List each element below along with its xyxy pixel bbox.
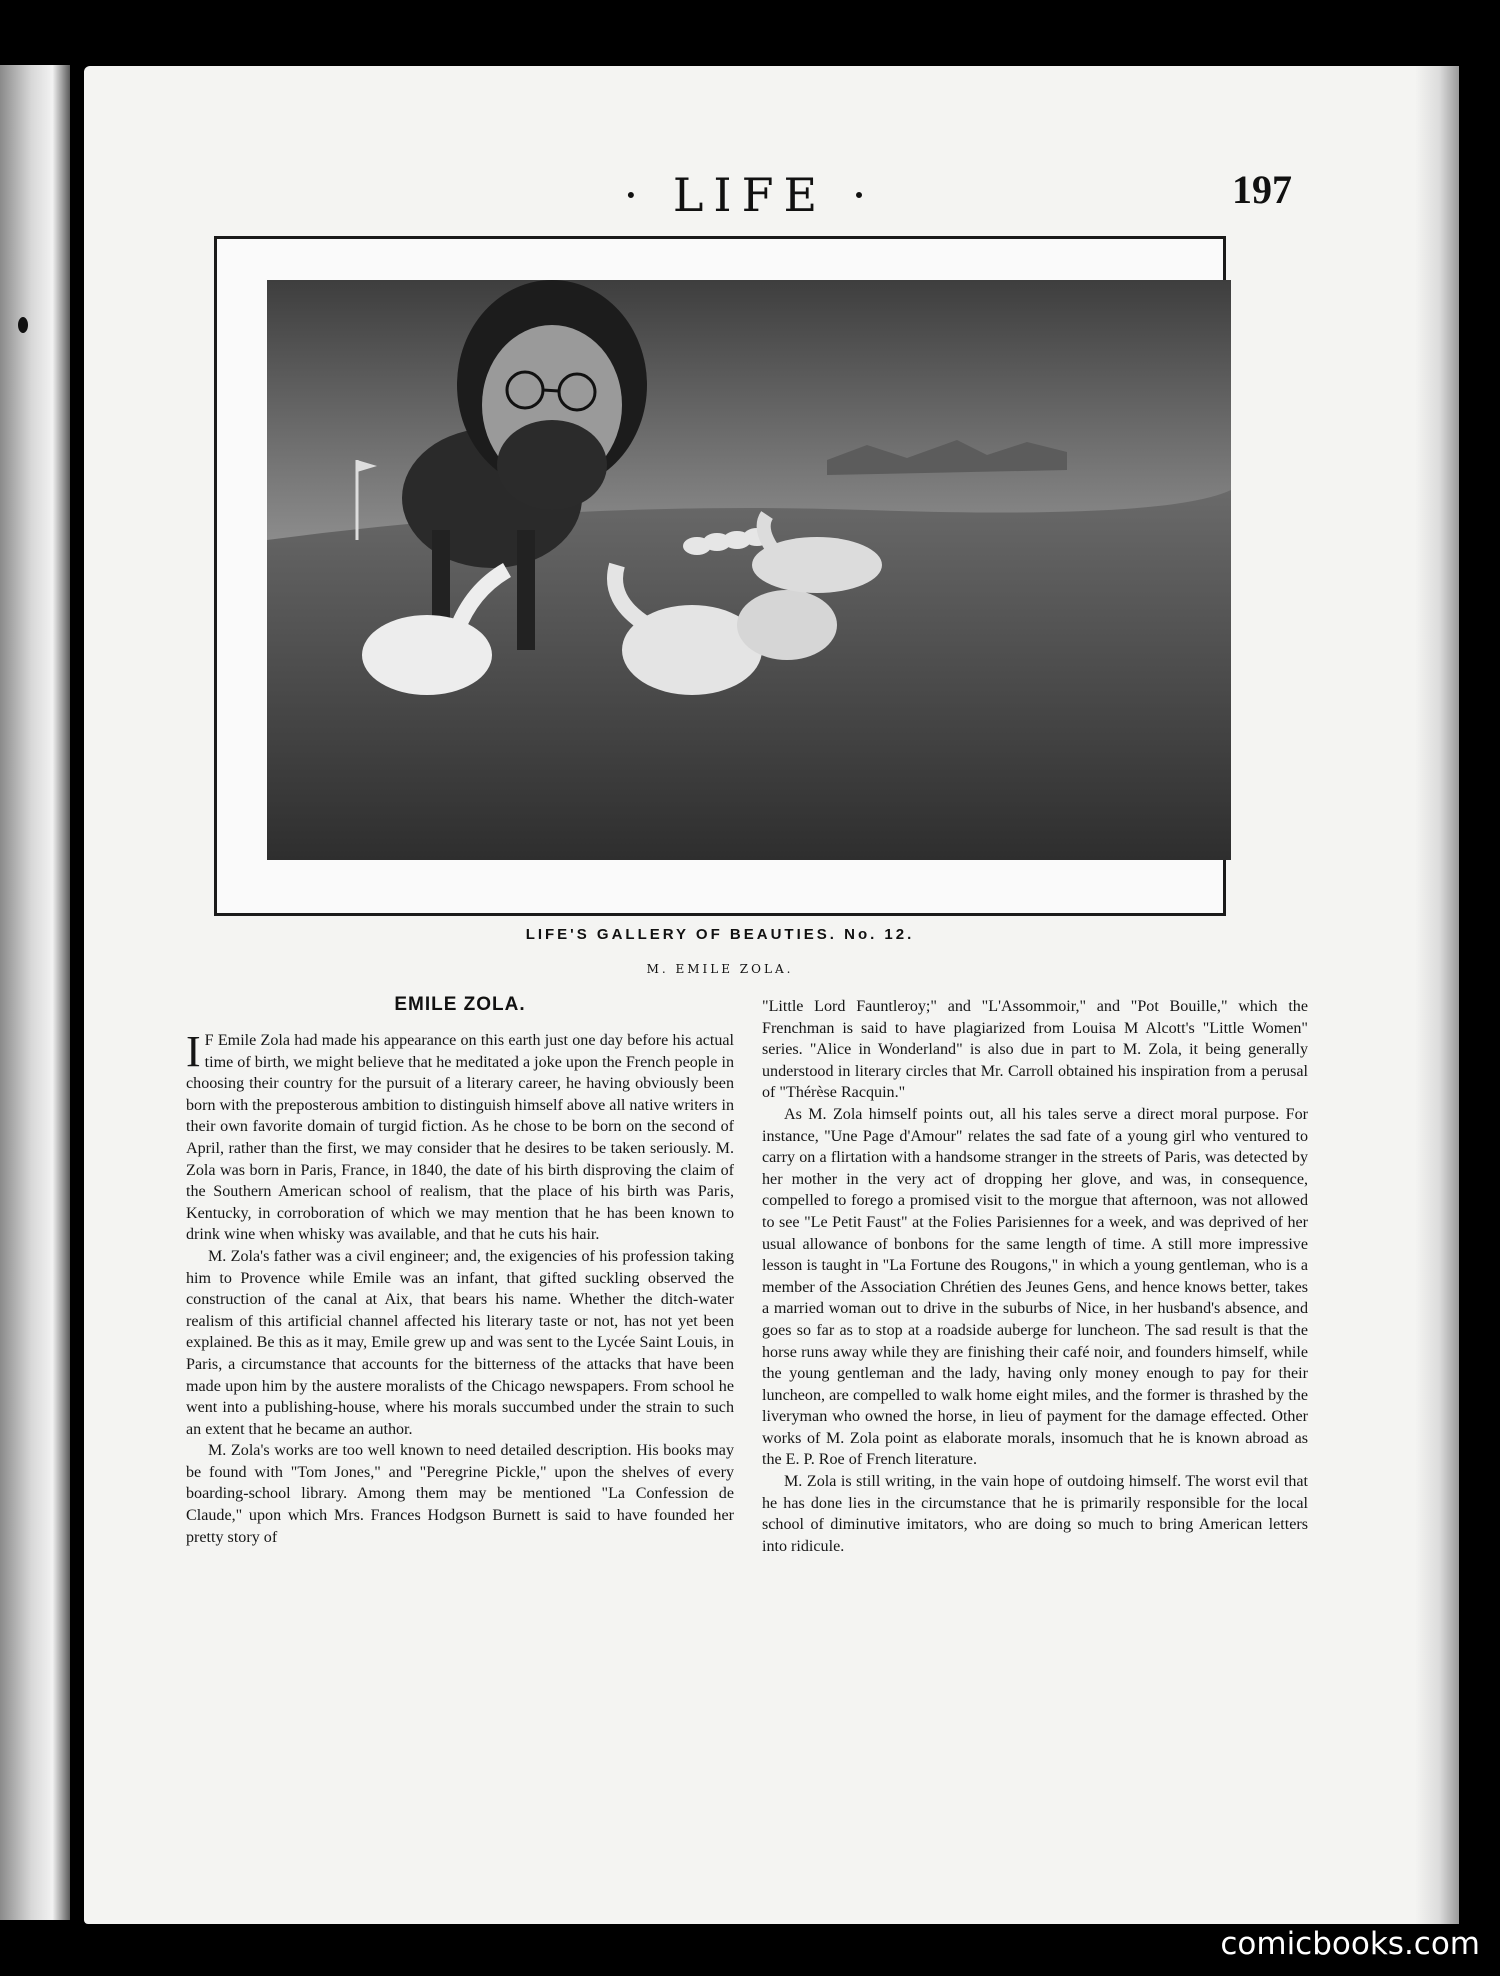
- page-edge-shadow: [1415, 66, 1459, 1924]
- paragraph: As M. Zola himself points out, all his tales serve a direct moral purpose. For instance, "Une Page d'Amour" relates the sad fate of a young girl who ventured to carry on a flirtation with a handsome stranger in the streets of Paris, was detected by her mother in the very act of dropping her glove, and was, in consequence, compelled to forego a promised visit to the morgue that afternoon, was not allowed to see "Le Petit Faust" at the Folies Parisiennes for a week, and was deprived of her usual allowance of bonbons for the same length of time. A still more impressive lesson is taught in "La Fortune des Rougons," in which a young gentleman, who is a member of the Association Chrétien des Jeunes Gens, and hence knows better, takes a married woman out to drive in the suburbs of Nice, in her husband's absence, and goes so far as to stop at a roadside auberge for luncheon. The sad result is that the horse runs away while they are finishing their café noir, and founders himself, while the young gentleman and the lady, having only money enough to pay for their luncheon, are compelled to walk home eight miles, and the former is thrashed by the liveryman who owned the horse, in lieu of payment for the damage effected. Other works of M. Zola point as elaborate morals, insomuch that he is known abroad as the E. P. Roe of French literature.: [762, 1105, 1308, 1469]
- source-watermark: comicbooks.com: [1220, 1926, 1480, 1962]
- article-right-column: [762, 996, 1308, 1557]
- drop-cap: I: [186, 1027, 201, 1076]
- paragraph: M. Zola is still writing, in the vain hope of outdoing himself. The worst evil that he has done lies in the circumstance that he is primarily responsible for the local school of diminutive imitators, who are doing so much to bring American letters into ridicule.: [762, 1473, 1308, 1555]
- magazine-title: · LIFE ·: [623, 168, 877, 222]
- illustration-artwork: [267, 280, 1231, 860]
- paragraph-text: F Emile Zola had made his appearance on this earth just one day before his actual time of birth, we might believe that he meditated a joke upon the French people in choosing their country for the pursuit of a literary career, he having obviously been born with the preposterous ambition to distinguish himself above all native writers in their own favorite domain of turgid fiction. As he chose to be born on the second of April, rather than the first, we may consider that he desires to be taken seriously. M. Zola was born in Paris, France, in 1840, the date of his birth disproving the claim of the Southern American school of realism, that the place of his birth was Paris, Kentucky, in corroboration of which we may mention that he has been known to drink wine when whisky was available, and that he cuts his hair.: [186, 1032, 734, 1244]
- paragraph: "Little Lord Fauntleroy;" and "L'Assommoir," and "Pot Bouille," which the Frenchman is said to have plagiarized from Louisa M Alcott's "Little Women" series. "Alice in Wonderland" is also due in part to M. Zola, it being generally understood in literary circles that Mr. Carroll obtained his inspiration from a perusal of "Thérèse Racquin.": [762, 998, 1308, 1102]
- figure-subcaption: M. EMILE ZOLA.: [646, 962, 794, 976]
- article-title: EMILE ZOLA.: [394, 994, 526, 1015]
- paragraph: M. Zola's father was a civil engineer; and, the exigencies of his profession taking him to Provence while Emile was an infant, that gifted suckling observed the construction of the canal at Aix, that bears his name. Whether the ditch-water realism of this artificial channel affected his literary taste or not, has not yet been explained. Be this as it may, Emile grew up and was sent to the Lycée Saint Louis, in Paris, a circumstance that accounts for the bitterness of the attacks that have been made upon him by the austere moralists of the Chicago newspapers. From school he went into a publishing-house, where his morals succumbed under the strain to such an extent that he became an author.: [186, 1247, 734, 1438]
- zola-goose-illustration: [267, 280, 1231, 860]
- article-left-column: [186, 1027, 734, 1548]
- paragraph: M. Zola's works are too well known to need detailed description. His books may be found with "Tom Jones," and "Peregrine Pickle," upon the shelves of every boarding-school library. Among them may be mentioned "La Confession de Claude," upon which Mrs. Frances Hodgson Burnett is said to have founded her pretty story of: [186, 1442, 734, 1546]
- page-speck: [18, 317, 28, 333]
- page-number: 197: [1232, 167, 1292, 212]
- left-page-edge: [0, 65, 70, 1920]
- figure-caption: LIFE'S GALLERY OF BEAUTIES. No. 12.: [525, 926, 915, 943]
- paragraph: [186, 1027, 734, 1246]
